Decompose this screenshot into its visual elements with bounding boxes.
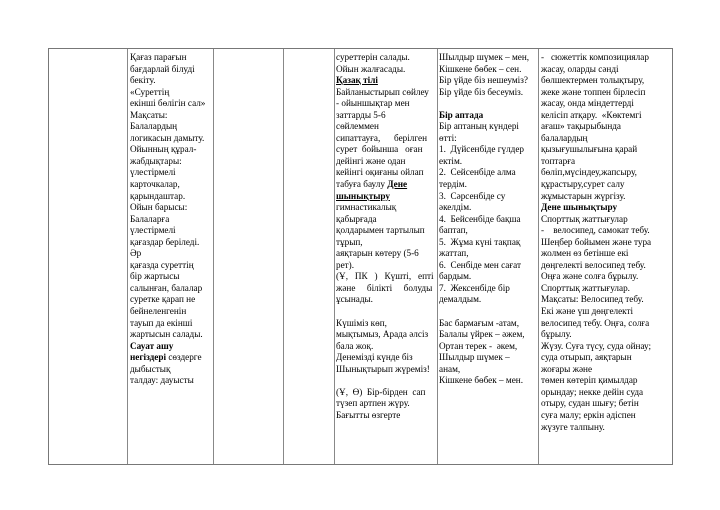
text-run: қарындаштар. <box>130 190 186 201</box>
text-run: анам, <box>439 363 461 374</box>
text-run: Шынықтырып жүреміз! <box>336 363 430 374</box>
text-run: жартысын салады. <box>130 329 203 340</box>
text-run: аяқтарын көтеру (5-6 <box>336 248 419 259</box>
text-line <box>336 225 436 237</box>
text-line <box>439 133 537 145</box>
text-line <box>541 306 672 318</box>
text-line <box>541 341 672 353</box>
text-line <box>130 341 212 353</box>
text-run: дыбыстық <box>130 363 171 374</box>
text-line <box>336 260 436 272</box>
text-run: сипаттауға, берілген <box>336 132 428 143</box>
text-run: Бір үйде біз бесеуміз. <box>439 86 524 97</box>
text-run: суға малу; еркін әдіспен <box>541 409 636 420</box>
text-run: үлестірмелі <box>130 167 176 178</box>
text-run: тұрып, <box>336 236 363 247</box>
column-divider <box>437 49 438 464</box>
text-line <box>336 167 436 179</box>
text-line <box>541 271 672 283</box>
text-line <box>541 237 672 249</box>
text-run: Шылдыр шүмек – <box>439 352 510 363</box>
text-line <box>439 283 537 295</box>
text-run: Бас бармағым -атам, <box>439 317 520 328</box>
text-line <box>336 364 436 376</box>
text-run: түзеп артпен жүру. <box>336 398 410 409</box>
text-run: жолмен өз бетінше екі <box>541 248 629 259</box>
text-run: Балалы үйрек – әжем, <box>439 329 525 340</box>
text-run: - сюжеттік композициялар <box>541 52 649 62</box>
text-line <box>130 375 212 387</box>
text-line <box>541 110 672 122</box>
text-line <box>439 167 537 179</box>
text-line <box>130 329 212 341</box>
text-line <box>541 191 672 203</box>
text-run: Бір үйде біз нешеуміз? <box>439 75 528 86</box>
text-run: топтарға <box>541 155 576 166</box>
text-line <box>541 133 672 145</box>
text-run: құрастыру,сурет салу <box>541 179 625 190</box>
text-run: төмен көтеріп қимылдар <box>541 375 638 386</box>
text-run: тауып да екінші <box>130 317 193 328</box>
text-line <box>439 202 537 214</box>
text-run: Кішкене бөбек – сен. <box>439 63 522 74</box>
text-run: балалардың <box>541 132 588 143</box>
text-line <box>336 214 436 226</box>
text-run: «Суреттің <box>130 86 170 97</box>
text-line <box>336 398 436 410</box>
text-run: Ойын жалғасады. <box>336 63 406 74</box>
text-run: дейінгі және одан <box>336 155 406 166</box>
text-line <box>439 329 537 341</box>
column-2-cell <box>130 52 212 387</box>
text-run: суда отырып, аяқтарын <box>541 352 632 363</box>
text-line <box>439 260 537 272</box>
text-run: Шылдыр шүмек – мен, <box>439 52 530 62</box>
text-run: гимнастикалық <box>336 202 397 213</box>
text-run: Байланыстырып сөйлеу <box>336 86 429 97</box>
text-line <box>439 52 537 64</box>
text-run: логикасын дамыту. <box>130 132 205 143</box>
text-line <box>336 179 436 191</box>
text-line <box>130 237 212 249</box>
text-line <box>541 364 672 376</box>
text-run: келісіп атқару. «Көктемгі <box>541 109 642 120</box>
text-line <box>541 375 672 387</box>
text-line <box>439 156 537 168</box>
text-run: Қағаз парағын <box>130 52 187 62</box>
text-line <box>130 64 212 76</box>
text-line <box>439 75 537 87</box>
text-run: Спорттық жаттығулар <box>541 213 628 224</box>
text-line <box>439 237 537 249</box>
text-run: мықтымыз, Арада әлсіз <box>336 329 429 340</box>
text-line <box>541 422 672 434</box>
text-line <box>439 191 537 203</box>
text-line <box>541 398 672 410</box>
text-run: демалдым. <box>439 294 482 305</box>
text-line <box>336 375 436 387</box>
text-run: Мақсаты: Велосипед тебу. <box>541 294 644 305</box>
text-run: карточкалар, <box>130 179 180 190</box>
text-line <box>336 64 436 76</box>
column-7-cell <box>541 52 672 433</box>
text-run: дөңгелекті велосипед тебу. <box>541 259 646 270</box>
text-line <box>130 225 212 237</box>
text-run: Сауат ашу <box>130 340 174 351</box>
text-run: (Ұ, ПК ) Күшті, епті <box>336 271 434 282</box>
text-run: Кішкене бөбек – мен. <box>439 375 524 386</box>
text-line <box>541 167 672 179</box>
text-line <box>336 110 436 122</box>
text-line <box>439 364 537 376</box>
text-line <box>130 144 212 156</box>
text-run: шынықтыру <box>336 190 390 201</box>
text-run: сурет бойынша оған <box>336 144 423 155</box>
text-run: Әр <box>130 248 142 259</box>
text-line <box>130 87 212 99</box>
text-line <box>336 237 436 249</box>
text-line <box>130 121 212 133</box>
text-line <box>541 248 672 260</box>
text-line <box>541 214 672 226</box>
text-line <box>541 294 672 306</box>
text-run: Бір аптада <box>439 109 484 120</box>
text-run: рет). <box>336 259 355 270</box>
text-line <box>130 260 212 272</box>
text-line <box>336 156 436 168</box>
text-run: талдау: дауысты <box>130 375 194 386</box>
text-line <box>336 294 436 306</box>
text-run: 7. Жексенбіде бір <box>439 282 510 293</box>
text-line <box>130 364 212 376</box>
text-run: қолдарымен тартылып <box>336 225 425 236</box>
text-run: жүзуге талпыну. <box>541 421 605 432</box>
text-run: үлестірмелі <box>130 225 176 236</box>
text-line <box>439 179 537 191</box>
text-line <box>336 133 436 145</box>
text-run: өтті: <box>439 132 457 143</box>
text-line <box>541 87 672 99</box>
text-run: суреттерін салады. <box>336 52 410 62</box>
text-run: Дене <box>387 179 408 190</box>
text-run: - велосипед, самокат тебу. <box>541 225 650 236</box>
text-line <box>541 202 672 214</box>
text-line <box>439 271 537 283</box>
text-line <box>130 214 212 226</box>
column-5-cell <box>336 52 436 422</box>
text-run: қағазда суреттің <box>130 259 194 270</box>
text-line <box>130 283 212 295</box>
text-run: бағдарлай білуді <box>130 63 195 74</box>
column-divider <box>127 49 128 464</box>
text-line <box>130 318 212 330</box>
text-run: негіздері <box>130 352 167 363</box>
text-line <box>541 329 672 341</box>
text-run: бардым. <box>439 271 472 282</box>
text-line <box>336 318 436 330</box>
text-run: Балалардың <box>130 121 178 132</box>
text-run: Жүзу. Суға түсу, суда ойнау; <box>541 340 652 351</box>
text-line <box>336 329 436 341</box>
text-line <box>541 64 672 76</box>
text-line <box>130 202 212 214</box>
column-divider <box>213 49 214 464</box>
text-run: 2. Сейсенбіде алма <box>439 167 516 178</box>
text-run: Ойын барысы: <box>130 202 188 213</box>
text-run: бөліп,мүсіндеу,жапсыру, <box>541 167 637 178</box>
text-line <box>541 98 672 110</box>
text-line <box>541 121 672 133</box>
text-line <box>336 191 436 203</box>
text-line <box>130 75 212 87</box>
text-line <box>130 98 212 110</box>
text-line <box>541 352 672 364</box>
text-line <box>439 121 537 133</box>
column-divider <box>283 49 284 464</box>
text-line <box>439 341 537 353</box>
text-line <box>541 52 672 64</box>
text-run: қағаздар беріледі. <box>130 236 200 247</box>
text-run: бір жартысы <box>130 271 180 282</box>
text-line <box>541 179 672 191</box>
text-line <box>336 87 436 99</box>
text-line <box>336 387 436 399</box>
text-line <box>439 214 537 226</box>
text-run: табуға баулу <box>336 179 388 190</box>
text-run: сөздерге <box>166 352 202 363</box>
text-run: қызығушылығына қарай <box>541 144 638 155</box>
text-line <box>439 225 537 237</box>
text-run: суретке қарап не <box>130 294 196 305</box>
text-run: Балаларға <box>130 213 170 224</box>
text-line <box>439 306 537 318</box>
text-line <box>439 64 537 76</box>
text-run: екінші бөлігін сал» <box>130 98 206 109</box>
text-line <box>130 306 212 318</box>
text-run: бейнеленгенін <box>130 306 187 317</box>
text-line <box>336 202 436 214</box>
text-run: ектім. <box>439 155 463 166</box>
text-line <box>439 318 537 330</box>
text-line <box>336 352 436 364</box>
text-run: Дене шынықтыру <box>541 202 618 213</box>
text-run: Ойынның құрал- <box>130 144 197 155</box>
text-run: және білікті болуды <box>336 282 433 293</box>
text-run: бұрылу. <box>541 329 572 340</box>
text-line <box>541 283 672 295</box>
text-run: тердім. <box>439 179 467 190</box>
text-line <box>439 98 537 110</box>
text-run: 3. Сәрсенбіде су <box>439 190 506 201</box>
text-run: отыру, судан шығу; бетін <box>541 398 639 409</box>
column-6-cell <box>439 52 537 387</box>
text-run: (Ұ, Ө) Бір-бірден сап <box>336 386 426 397</box>
text-line <box>130 248 212 260</box>
text-line <box>130 156 212 168</box>
text-run: Күшіміз көп, <box>336 317 387 328</box>
plan-table <box>48 48 673 465</box>
text-line <box>130 352 212 364</box>
text-run: сөйлеммен <box>336 121 379 132</box>
text-run: Бір аптаның күндері <box>439 121 519 132</box>
text-run: заттарды 5-6 <box>336 109 386 120</box>
text-line <box>439 294 537 306</box>
text-run: - ойыншықтар мен <box>336 98 410 109</box>
text-line <box>130 133 212 145</box>
text-line <box>130 191 212 203</box>
text-line <box>541 156 672 168</box>
text-run: кейінгі оқиғаны ойлап <box>336 167 424 178</box>
text-line <box>439 375 537 387</box>
text-line <box>336 283 436 295</box>
text-line <box>130 52 212 64</box>
text-run: Спорттық жаттығулар. <box>541 282 630 293</box>
text-line <box>336 306 436 318</box>
text-line <box>439 352 537 364</box>
text-run: ағаш» тақырыбында <box>541 121 622 132</box>
text-run: ұсынады. <box>336 294 373 305</box>
text-run: жабдықтары: <box>130 155 182 166</box>
text-run: велосипед тебу. Оңға, солға <box>541 317 650 328</box>
text-run: жаттап, <box>439 248 469 259</box>
text-run: Оңға және солға бұрылу. <box>541 271 639 282</box>
text-run: 5. Жұма күні тақпақ <box>439 236 521 247</box>
text-line <box>439 110 537 122</box>
column-divider <box>334 49 335 464</box>
text-line <box>541 387 672 399</box>
text-run: жасау, онда міндеттерді <box>541 98 634 109</box>
text-line <box>336 248 436 260</box>
text-run: қабырғада <box>336 213 377 224</box>
text-line <box>130 167 212 179</box>
text-line <box>336 52 436 64</box>
text-run: Мақсаты: <box>130 109 168 120</box>
text-run: баптап, <box>439 225 468 236</box>
text-line <box>130 271 212 283</box>
text-run: Денеміздi күнде біз <box>336 352 413 363</box>
text-line <box>130 294 212 306</box>
text-run: 6. Сенбіде мен сағат <box>439 259 521 270</box>
text-run: бөлшектермен толықтыру, <box>541 75 645 86</box>
text-line <box>541 225 672 237</box>
column-divider <box>538 49 539 464</box>
text-run: Ортан терек - әкем, <box>439 340 518 351</box>
text-line <box>541 144 672 156</box>
text-run: Екі және үш дөңгелекті <box>541 306 634 317</box>
text-line <box>336 144 436 156</box>
text-run: орындау; некке дейін суда <box>541 386 644 397</box>
text-run: жұмыстарын жүргізу. <box>541 190 626 201</box>
text-line <box>439 87 537 99</box>
text-run: 4. Бейсенбіде бақша <box>439 213 521 224</box>
text-line <box>439 144 537 156</box>
text-run: салынған, балалар <box>130 282 203 293</box>
text-run: жеке және топпен бірлесіп <box>541 86 646 97</box>
text-run: Қазақ тілі <box>336 75 378 86</box>
text-run: жоғары және <box>541 363 593 374</box>
text-run: бекіту. <box>130 75 156 86</box>
text-line <box>336 98 436 110</box>
text-run: 1. Дүйсенбіде гүлдер <box>439 144 525 155</box>
text-line <box>541 260 672 272</box>
text-line <box>336 271 436 283</box>
text-run: Бағытты өзгерте <box>336 409 401 420</box>
text-line <box>130 110 212 122</box>
text-line <box>130 179 212 191</box>
text-run: әкелдім. <box>439 202 472 213</box>
text-line <box>439 248 537 260</box>
text-run: бала жоқ. <box>336 340 374 351</box>
text-line <box>541 75 672 87</box>
text-line <box>336 121 436 133</box>
text-line <box>541 410 672 422</box>
text-run: жасау, оларды сәнді <box>541 63 619 74</box>
text-run: Шеңбер бойымен және тура <box>541 236 652 247</box>
text-line <box>336 410 436 422</box>
text-line <box>336 75 436 87</box>
text-line <box>336 341 436 353</box>
text-line <box>541 318 672 330</box>
